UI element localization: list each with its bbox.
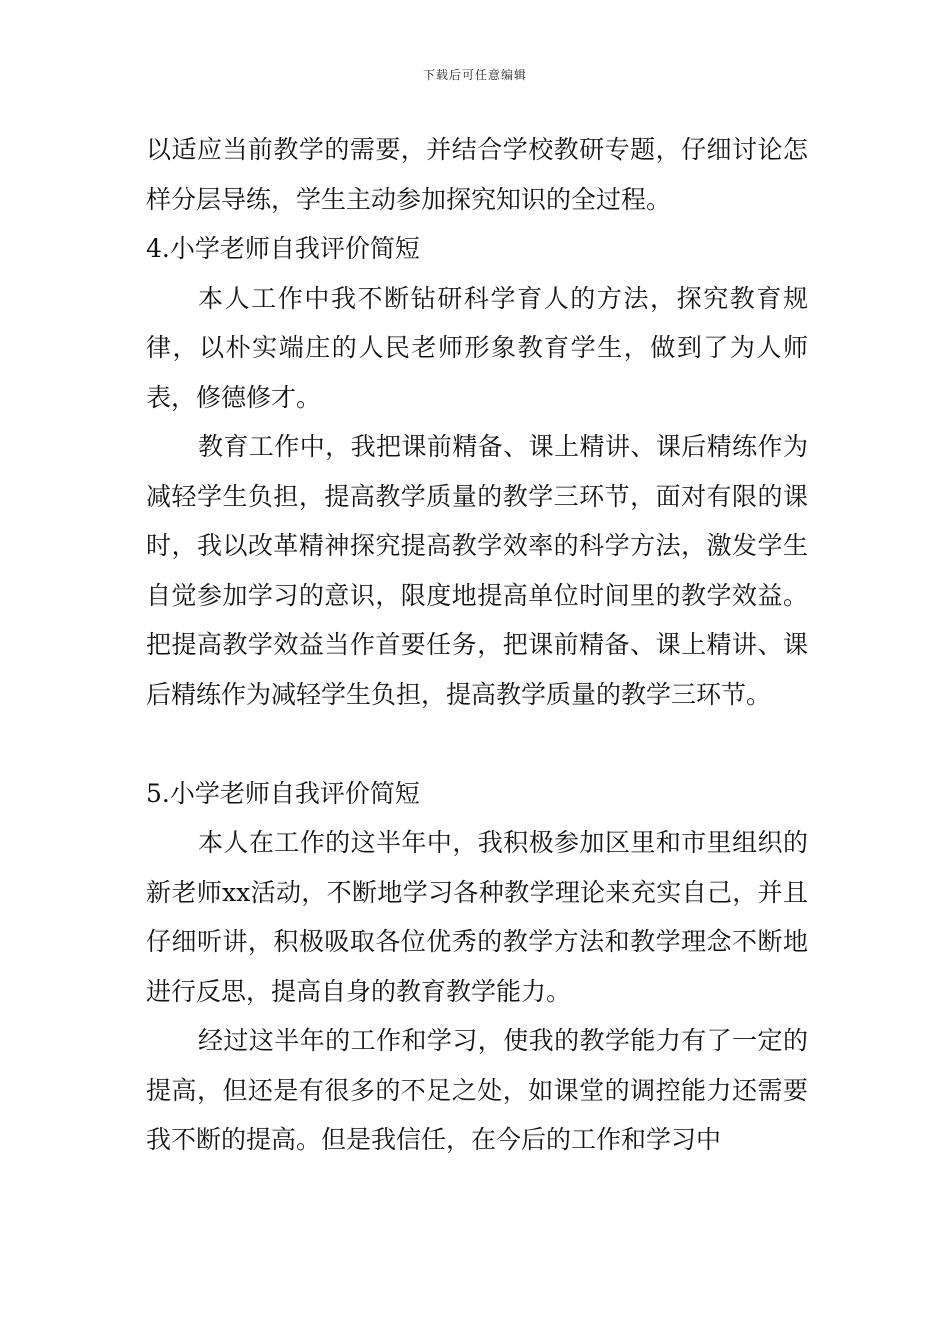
section-4-paragraph-2: 教育工作中，我把课前精备、课上精讲、课后精练作为减轻学生负担，提高教学质量的教学三环节，面对有限的课时，我以改革精神探究提高教学效率的科学方法，激发学生自觉参加学习的意识，限度地提高单位时间里的教学效益。把提高教学效益当作首要任务，把课前精备、课上精讲、课后精练作为减轻学生负担，提高教学质量的教学三环节。 (146, 432, 808, 709)
page-header: 下载后可任意编辑 (422, 68, 527, 82)
intro-paragraph: 以适应当前教学的需要，并结合学校教研专题，仔细讨论怎样分层导练，学生主动参加探究知识的全过程。 (146, 135, 808, 214)
section-5-paragraph-1: 本人在工作的这半年中，我积极参加区里和市里组织的新老师xx活动，不断地学习各种教学理论来充实自己，并且仔细听讲，积极吸取各位优秀的教学方法和教学理念不断地进行反思，提高自身的教育教学能力。 (146, 828, 808, 1006)
section-5-paragraph-2: 经过这半年的工作和学习，使我的教学能力有了一定的提高，但还是有很多的不足之处，如课堂的调控能力还需要我不断的提高。但是我信任，在今后的工作和学习中 (146, 1026, 808, 1154)
section-4-paragraph-1: 本人工作中我不断钻研科学育人的方法，探究教育规律，以朴实端庄的人民老师形象教育学生，做到了为人师表，修德修才。 (146, 283, 808, 412)
document-body (146, 125, 808, 1165)
section-5-heading: 5.小学老师自我评价简短 (146, 778, 420, 808)
section-spacer (146, 719, 808, 769)
section-4-heading: 4.小学老师自我评价简短 (146, 234, 420, 263)
